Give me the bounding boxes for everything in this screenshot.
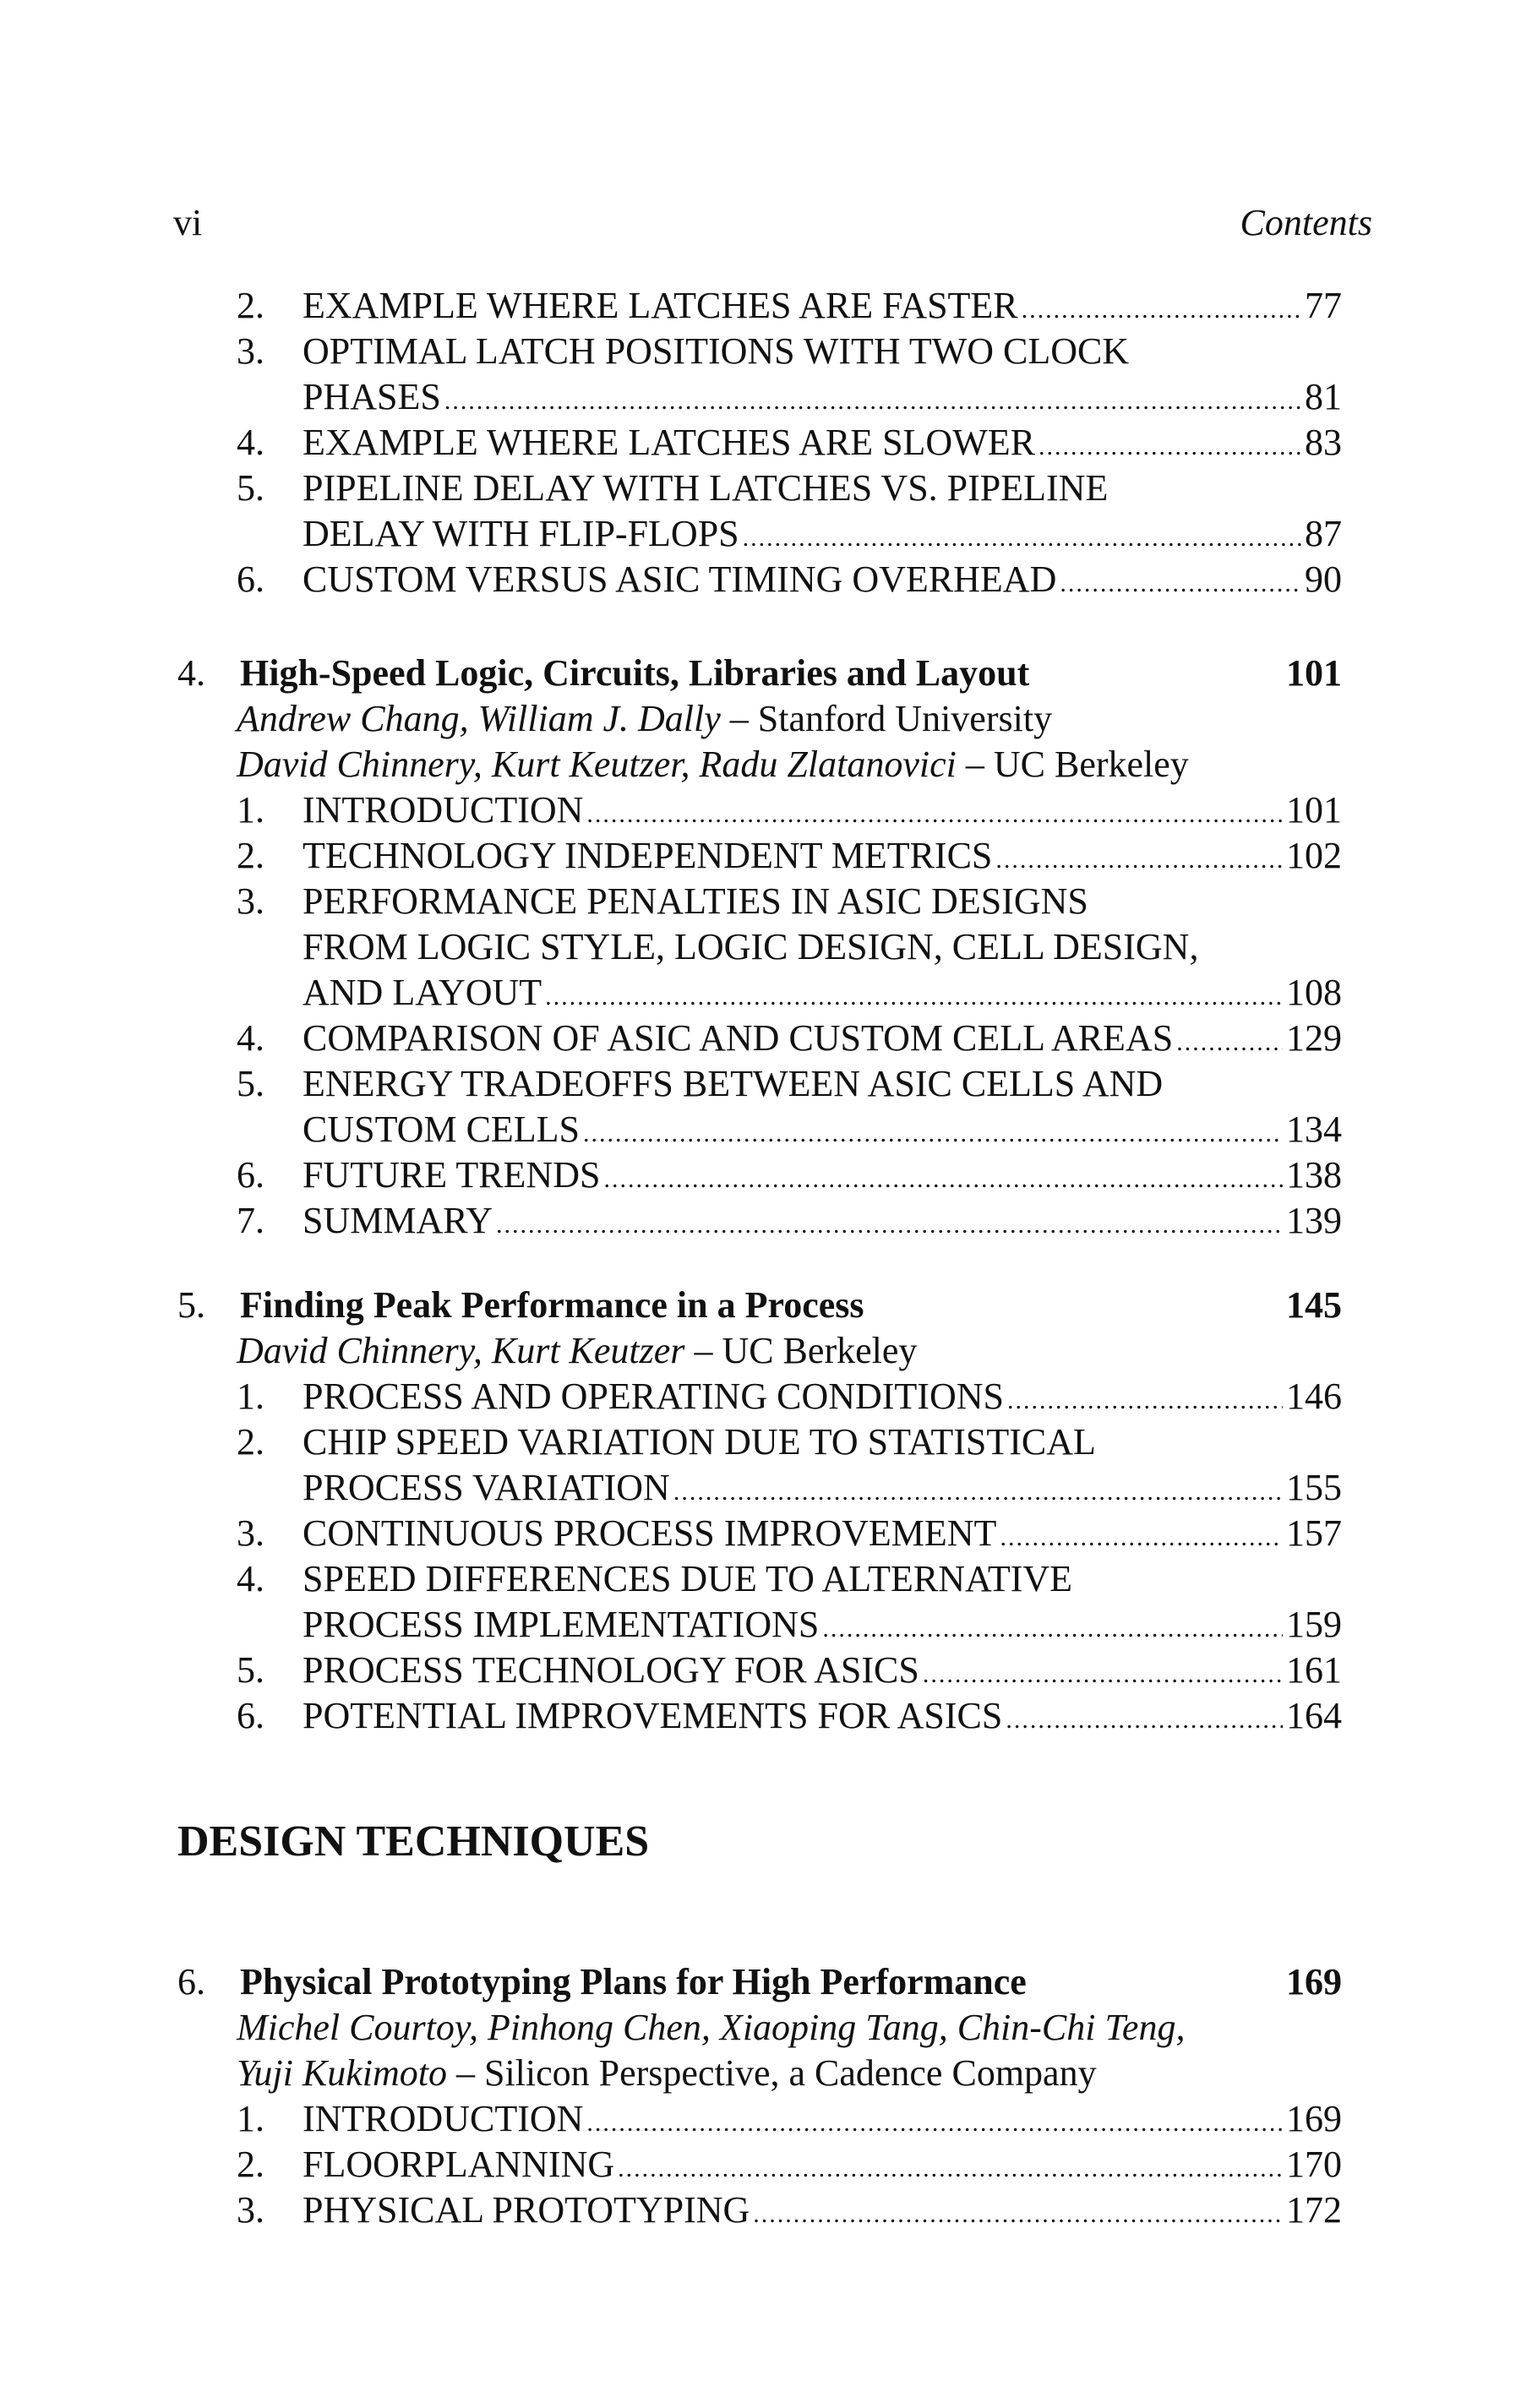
toc-section-entry[interactable] — [0, 1374, 1521, 1419]
section-title: AND LAYOUT — [303, 972, 542, 1013]
dot-leader — [1007, 1378, 1283, 1424]
section-page-number: 90 — [1305, 558, 1342, 600]
dot-leader — [496, 1202, 1283, 1248]
section-title: EXAMPLE WHERE LATCHES ARE SLOWER — [303, 422, 1035, 463]
dot-leader — [586, 792, 1283, 837]
author-separator: – — [446, 2052, 484, 2094]
section-title: INTRODUCTION — [303, 789, 584, 831]
section-page-number: 83 — [1305, 422, 1342, 463]
toc-section-entry[interactable] — [0, 1061, 1521, 1107]
toc-section-entry[interactable] — [0, 924, 1521, 970]
toc-section-entry[interactable] — [0, 374, 1521, 420]
section-page-number: 164 — [1286, 1695, 1342, 1736]
section-number: 2. — [237, 835, 264, 876]
section-number: 4. — [237, 1017, 264, 1059]
chapter-title: Finding Peak Performance in a Process — [240, 1284, 864, 1326]
toc-section-entry[interactable] — [0, 283, 1521, 329]
section-page-number: 134 — [1286, 1109, 1342, 1150]
toc-section-entry[interactable] — [0, 329, 1521, 374]
section-title: PROCESS IMPLEMENTATIONS — [303, 1604, 820, 1645]
toc-section-entry[interactable] — [0, 1556, 1521, 1602]
section-title: EXAMPLE WHERE LATCHES ARE FASTER — [303, 285, 1018, 326]
toc-section-entry[interactable] — [0, 1511, 1521, 1556]
author-line — [0, 696, 1521, 742]
dot-leader — [603, 1157, 1283, 1202]
section-number: 6. — [237, 1154, 264, 1196]
running-title: Contents — [1240, 202, 1372, 243]
section-page-number: 81 — [1305, 376, 1342, 417]
dot-leader — [1176, 1020, 1283, 1065]
dot-leader — [1006, 1697, 1283, 1743]
section-title: PHASES — [303, 376, 441, 417]
section-page-number: 101 — [1286, 789, 1342, 831]
author-line — [0, 2005, 1521, 2051]
author-separator: – — [720, 698, 758, 739]
section-number: 3. — [237, 330, 264, 372]
toc-section-entry[interactable] — [0, 970, 1521, 1016]
section-page-number: 108 — [1286, 972, 1342, 1013]
section-page-number: 172 — [1286, 2189, 1342, 2231]
author-affiliation: Silicon Perspective, a Cadence Company — [483, 2052, 1097, 2094]
author-credit — [237, 2005, 1185, 2051]
author-credit — [237, 2051, 1097, 2096]
section-title: PROCESS AND OPERATING CONDITIONS — [303, 1376, 1004, 1417]
author-credit — [237, 1328, 917, 1374]
dot-leader — [1022, 287, 1301, 333]
section-title: ENERGY TRADEOFFS BETWEEN ASIC CELLS AND — [303, 1063, 1164, 1104]
section-number: 4. — [237, 1558, 264, 1599]
section-number: 5. — [237, 1063, 264, 1104]
toc-section-entry[interactable] — [0, 787, 1521, 833]
section-number: 5. — [237, 467, 264, 509]
section-number: 6. — [237, 1695, 264, 1736]
section-page-number: 169 — [1286, 2098, 1342, 2139]
dot-leader — [618, 2146, 1283, 2192]
section-title: TECHNOLOGY INDEPENDENT METRICS — [303, 835, 993, 876]
section-title: OPTIMAL LATCH POSITIONS WITH TWO CLOCK — [303, 330, 1130, 372]
dot-leader — [444, 379, 1301, 424]
section-number: 6. — [237, 558, 264, 600]
chapter-number: 4. — [177, 652, 205, 694]
section-title: PERFORMANCE PENALTIES IN ASIC DESIGNS — [303, 880, 1088, 922]
section-title: CONTINUOUS PROCESS IMPROVEMENT — [303, 1512, 997, 1554]
page-number: vi — [173, 202, 203, 243]
section-number: 3. — [237, 880, 264, 922]
section-number: 3. — [237, 1512, 264, 1554]
section-title: SPEED DIFFERENCES DUE TO ALTERNATIVE — [303, 1558, 1073, 1599]
section-title: INTRODUCTION — [303, 2098, 584, 2139]
dot-leader — [743, 515, 1301, 561]
section-number: 2. — [237, 285, 264, 326]
dot-leader — [923, 1652, 1283, 1697]
toc-section-entry[interactable] — [0, 1198, 1521, 1244]
toc-section-entry[interactable] — [0, 879, 1521, 924]
section-number: 1. — [237, 1376, 264, 1417]
section-number: 5. — [237, 1649, 264, 1691]
toc-section-entry[interactable] — [0, 466, 1521, 511]
toc-section-entry[interactable] — [0, 833, 1521, 879]
section-number: 1. — [237, 2098, 264, 2139]
toc-section-entry[interactable] — [0, 1016, 1521, 1061]
toc-section-entry[interactable] — [0, 1465, 1521, 1511]
toc-section-entry[interactable] — [0, 1648, 1521, 1693]
author-names: David Chinnery, Kurt Keutzer — [237, 1330, 685, 1371]
section-page-number: 129 — [1286, 1017, 1342, 1059]
chapter-number: 5. — [177, 1284, 205, 1326]
toc-section-entry[interactable] — [0, 1107, 1521, 1152]
author-line — [0, 2051, 1521, 2096]
section-title: FUTURE TRENDS — [303, 1154, 601, 1196]
chapter-page-number: 145 — [1286, 1284, 1342, 1326]
section-title: POTENTIAL IMPROVEMENTS FOR ASICS — [303, 1695, 1003, 1736]
toc-section-entry[interactable] — [0, 1419, 1521, 1465]
author-line — [0, 742, 1521, 787]
toc-section-entry[interactable] — [0, 420, 1521, 466]
section-page-number: 159 — [1286, 1604, 1342, 1645]
section-title: FLOORPLANNING — [303, 2144, 615, 2185]
section-title: CUSTOM VERSUS ASIC TIMING OVERHEAD — [303, 558, 1057, 600]
dot-leader — [995, 837, 1283, 883]
section-title: PIPELINE DELAY WITH LATCHES VS. PIPELINE — [303, 467, 1109, 509]
section-page-number: 102 — [1286, 835, 1342, 876]
section-number: 3. — [237, 2189, 264, 2231]
chapter-title: Physical Prototyping Plans for High Performance — [240, 1961, 1027, 2002]
section-page-number: 161 — [1286, 1649, 1342, 1691]
toc-section-entry[interactable] — [0, 1693, 1521, 1739]
section-page-number: 87 — [1305, 513, 1342, 554]
chapter-title: High-Speed Logic, Circuits, Libraries and Layout — [240, 652, 1030, 694]
section-title: PROCESS TECHNOLOGY FOR ASICS — [303, 1649, 919, 1691]
section-page-number: 146 — [1286, 1376, 1342, 1417]
author-names: Yuji Kukimoto — [237, 2052, 447, 2094]
section-number: 2. — [237, 2144, 264, 2185]
author-names: David Chinnery, Kurt Keutzer, Radu Zlatanovici — [237, 744, 957, 785]
section-page-number: 77 — [1305, 285, 1342, 326]
toc-section-entry[interactable] — [0, 2142, 1521, 2187]
section-page-number: 155 — [1286, 1467, 1342, 1508]
section-title: CHIP SPEED VARIATION DUE TO STATISTICAL — [303, 1421, 1096, 1463]
author-separator: – — [956, 744, 994, 785]
dot-leader — [586, 2100, 1283, 2146]
author-credit — [237, 742, 1189, 787]
section-page-number: 157 — [1286, 1512, 1342, 1554]
chapter-number: 6. — [177, 1961, 205, 2002]
dot-leader — [1039, 424, 1301, 470]
part-heading: DESIGN TECHNIQUES — [177, 1817, 650, 1866]
section-title: SUMMARY — [303, 1200, 493, 1241]
section-title: DELAY WITH FLIP-FLOPS — [303, 513, 739, 554]
chapter-heading[interactable] — [0, 651, 1521, 696]
toc-section-entry[interactable] — [0, 2187, 1521, 2233]
section-page-number: 138 — [1286, 1154, 1342, 1196]
chapter-heading[interactable] — [0, 1283, 1521, 1328]
author-affiliation: UC Berkeley — [722, 1330, 918, 1371]
toc-section-entry[interactable] — [0, 1152, 1521, 1198]
section-title: COMPARISON OF ASIC AND CUSTOM CELL AREAS — [303, 1017, 1174, 1059]
author-affiliation: Stanford University — [757, 698, 1053, 739]
toc-section-entry[interactable] — [0, 1602, 1521, 1648]
author-line — [0, 1328, 1521, 1374]
toc-section-entry[interactable] — [0, 557, 1521, 602]
dot-leader — [583, 1111, 1283, 1157]
section-title: PROCESS VARIATION — [303, 1467, 670, 1508]
author-separator: – — [684, 1330, 722, 1371]
section-title: FROM LOGIC STYLE, LOGIC DESIGN, CELL DESIGN, — [303, 926, 1199, 967]
dot-leader — [1060, 561, 1301, 607]
author-names: Andrew Chang, William J. Dally — [237, 698, 721, 739]
dot-leader — [822, 1606, 1283, 1652]
chapter-heading[interactable] — [0, 1959, 1521, 2005]
section-page-number: 170 — [1286, 2144, 1342, 2185]
dot-leader — [673, 1469, 1283, 1515]
section-page-number: 139 — [1286, 1200, 1342, 1241]
toc-section-entry[interactable] — [0, 2096, 1521, 2142]
toc-section-entry[interactable] — [0, 511, 1521, 557]
section-number: 4. — [237, 422, 264, 463]
dot-leader — [1000, 1515, 1283, 1561]
dot-leader — [545, 974, 1283, 1020]
section-number: 7. — [237, 1200, 264, 1241]
section-number: 2. — [237, 1421, 264, 1463]
chapter-page-number: 169 — [1286, 1961, 1342, 2002]
author-credit — [237, 696, 1052, 742]
section-title: CUSTOM CELLS — [303, 1109, 581, 1150]
author-affiliation: UC Berkeley — [993, 744, 1189, 785]
section-number: 1. — [237, 789, 264, 831]
section-title: PHYSICAL PROTOTYPING — [303, 2189, 750, 2231]
chapter-page-number: 101 — [1286, 652, 1342, 694]
dot-leader — [753, 2192, 1283, 2237]
author-names: Michel Courtoy, Pinhong Chen, Xiaoping Tang, Chin-Chi Teng, — [237, 2007, 1186, 2048]
